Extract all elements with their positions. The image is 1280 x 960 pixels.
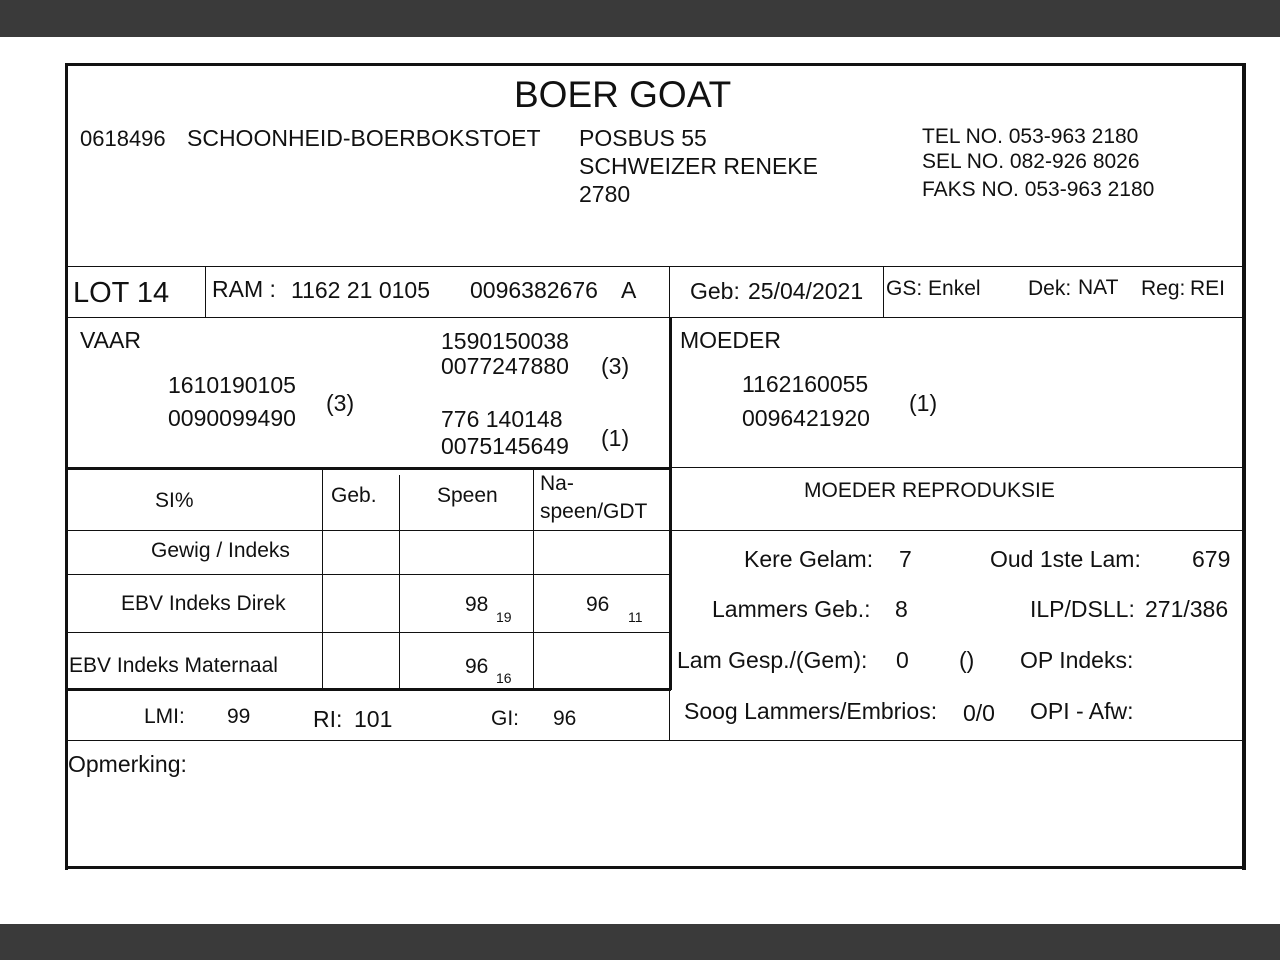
animal-label: RAM : <box>212 276 276 302</box>
vaar-label: VAAR <box>80 327 141 353</box>
divider-pedigree-right <box>671 467 1245 468</box>
col-header-speen: Speen <box>437 484 498 507</box>
vaar-dam-id-1: 776 140148 <box>441 406 563 432</box>
vline-lot <box>205 266 206 317</box>
remark-label: Opmerking: <box>68 751 187 777</box>
lammers-value: 8 <box>895 596 908 622</box>
breeder-address-line-3: 2780 <box>579 181 631 207</box>
vline-col-speen <box>399 475 400 690</box>
col-header-naspeen-2: speen/GDT <box>540 500 648 523</box>
vline-col-geb <box>322 468 323 690</box>
col-header-si: SI% <box>155 489 194 512</box>
soog-value: 0/0 <box>963 700 995 726</box>
breeder-tel: TEL NO. 053-963 2180 <box>922 125 1139 148</box>
reproduction-title: MOEDER REPRODUKSIE <box>804 479 1055 502</box>
divider-table-header <box>65 530 1245 531</box>
direk-naspeen-accuracy: 11 <box>628 609 643 625</box>
breeder-name: SCHOONHEID-BOERBOKSTOET <box>187 125 541 151</box>
reg-label: Reg: <box>1141 277 1186 300</box>
birth-status: GS: Enkel <box>886 277 981 300</box>
direk-speen-value: 98 <box>465 593 489 616</box>
kere-value: 7 <box>899 546 912 572</box>
vaar-sire-id-1: 1590150038 <box>441 328 569 354</box>
border-bottom <box>65 866 1246 869</box>
col-header-naspeen-1: Na- <box>540 472 574 495</box>
gi-label: GI: <box>491 707 520 730</box>
dek-value: NAT <box>1078 276 1119 299</box>
direk-naspeen-value: 96 <box>586 593 610 616</box>
birth-date-label: Geb: <box>690 278 740 304</box>
vline-geb <box>669 266 670 317</box>
direk-speen-accuracy: 19 <box>496 609 512 625</box>
page-title: BOER GOAT <box>514 74 732 115</box>
row-label-gewig: Gewig / Indeks <box>151 539 290 562</box>
ri-label: RI: <box>313 706 343 732</box>
vaar-dam-id-2: 0075145649 <box>441 433 569 459</box>
gesp-label: Lam Gesp./(Gem): <box>677 647 868 673</box>
birth-date: 25/04/2021 <box>748 278 864 304</box>
vaar-sire-id-2: 0077247880 <box>441 353 569 379</box>
breeder-faks: FAKS NO. 053-963 2180 <box>922 178 1155 201</box>
vaar-id-1: 1610190105 <box>168 372 296 398</box>
moeder-label: MOEDER <box>680 327 781 353</box>
ilp-value: 271/386 <box>1145 596 1229 622</box>
animal-id: 1162 21 0105 <box>291 277 430 303</box>
vline-lower <box>669 690 670 740</box>
lot-number: LOT 14 <box>73 277 170 309</box>
moeder-code: (1) <box>909 390 938 416</box>
ri-value: 101 <box>354 706 393 732</box>
lammers-label: Lammers Geb.: <box>712 596 871 622</box>
vline-col-naspeen <box>533 468 534 690</box>
moeder-id-1: 1162160055 <box>742 371 869 397</box>
vaar-dam-code: (1) <box>601 425 630 451</box>
divider-remark <box>65 740 1245 741</box>
divider-row-gewig <box>65 574 671 575</box>
gi-value: 96 <box>553 707 577 730</box>
reg-value: REI <box>1190 277 1226 300</box>
row-label-direk: EBV Indeks Direk <box>121 592 286 615</box>
lmi-value: 99 <box>227 705 251 728</box>
gesp-value: 0 <box>896 647 909 673</box>
vline-gs <box>883 266 884 317</box>
row-label-maternaal: EBV Indeks Maternaal <box>69 654 278 677</box>
soog-label: Soog Lammers/Embrios: <box>684 698 938 724</box>
moeder-id-2: 0096421920 <box>742 405 870 431</box>
dek-label: Dek: <box>1028 277 1072 300</box>
breeder-address-line-2: SCHWEIZER RENEKE <box>579 153 818 179</box>
vaar-code: (3) <box>326 390 355 416</box>
vaar-sire-code: (3) <box>601 353 630 379</box>
divider-table-bottom <box>65 688 671 691</box>
animal-number: 0096382676 <box>470 277 598 303</box>
breeder-sel: SEL NO. 082-926 8026 <box>922 150 1140 173</box>
gem-value: () <box>959 647 975 673</box>
maternaal-speen-value: 96 <box>465 655 489 678</box>
border-top <box>65 63 1246 66</box>
op-index-label: OP Indeks: <box>1020 647 1134 673</box>
breeder-number: 0618496 <box>80 126 166 151</box>
animal-grade: A <box>621 277 637 303</box>
breeder-address-line-1: POSBUS 55 <box>579 125 707 151</box>
col-header-geb: Geb. <box>331 484 377 507</box>
opi-label: OPI - Afw: <box>1030 698 1134 724</box>
ilp-label: ILP/DSLL: <box>1030 596 1135 622</box>
divider-lot-row <box>65 317 1245 318</box>
divider-pedigree-left <box>65 467 671 470</box>
vline-pedigree <box>669 317 672 690</box>
maternaal-speen-accuracy: 16 <box>496 670 512 686</box>
divider-header <box>65 266 1245 267</box>
lmi-label: LMI: <box>144 705 185 728</box>
divider-row-direk <box>65 632 671 633</box>
kere-label: Kere Gelam: <box>744 546 874 572</box>
oud-label: Oud 1ste Lam: <box>990 546 1141 572</box>
oud-value: 679 <box>1192 546 1231 572</box>
vaar-id-2: 0090099490 <box>168 405 296 431</box>
